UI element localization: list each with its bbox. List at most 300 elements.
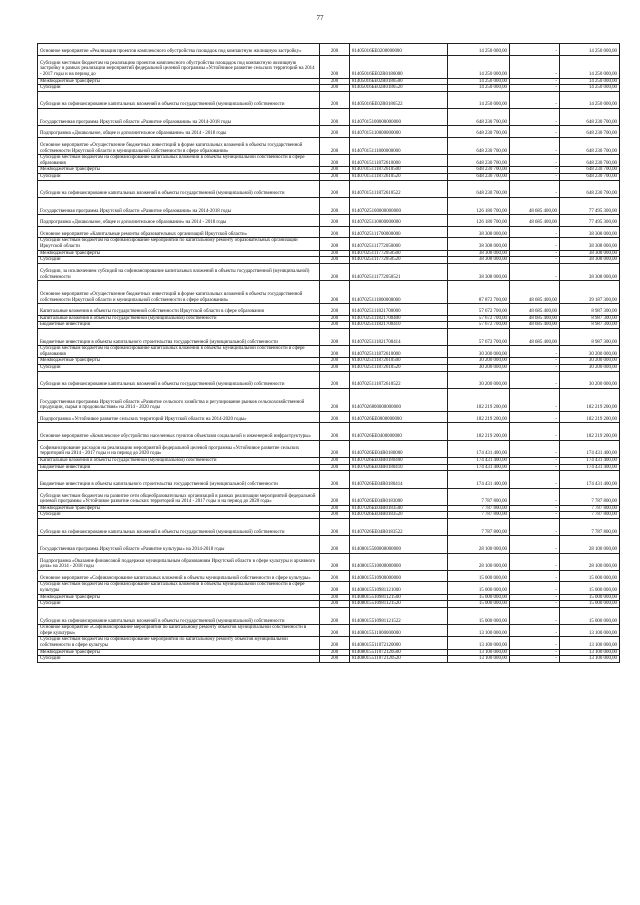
row-federal-cell: - xyxy=(510,637,560,649)
row-name-cell: Субсидии местным бюджетам на софинансирование капитальных вложений в объекты муниципальной собственности в сфере образования xyxy=(38,346,320,358)
row-regional-cell: 182 219 200,00 xyxy=(560,423,620,440)
row-regional-cell: 182 219 200,00 xyxy=(560,411,620,423)
row-name-cell: Бюджетные инвестиции xyxy=(38,322,320,329)
table-row xyxy=(38,601,620,608)
row-regional-cell: 38 308 000,00 xyxy=(560,238,620,250)
row-kbk-cell: 81407025111872610522 xyxy=(350,371,448,388)
row-code-cell: 200 xyxy=(320,85,350,92)
table-row xyxy=(38,607,620,624)
row-kbk-cell: 81407026БЕ04R0180000 xyxy=(350,440,448,457)
row-federal-cell: - xyxy=(510,55,560,78)
table-row xyxy=(38,263,620,280)
row-total-cell: 126 180 700,00 xyxy=(448,197,510,214)
row-name-cell: Капитальные вложения в объекты государственной собственности Иркутской области в сфере образования xyxy=(38,304,320,316)
row-kbk-cell: 81407025111800000000 xyxy=(350,281,448,304)
row-kbk-cell: 81405016БЕ02R0186520 xyxy=(350,85,448,92)
row-code-cell: 200 xyxy=(320,594,350,601)
row-name-cell: Основное мероприятие «Реализация проектов комплексного обустройства площадок под компактную жилищную застройку» xyxy=(38,44,320,56)
row-name-cell: Межбюджетные трансферты xyxy=(38,358,320,365)
row-total-cell: 648 230 700,00 xyxy=(448,155,510,167)
row-total-cell: 7 787 800,00 xyxy=(448,512,510,519)
row-federal-cell: - xyxy=(510,519,560,536)
row-federal-cell: - xyxy=(510,488,560,505)
row-federal-cell: 48 685 400,00 xyxy=(510,328,560,345)
table-row xyxy=(38,488,620,505)
table-row xyxy=(38,328,620,345)
row-kbk-cell: 81408015510900000000 xyxy=(350,570,448,582)
row-total-cell: 182 219 200,00 xyxy=(448,423,510,440)
row-kbk-cell: 81407025111772050520 xyxy=(350,257,448,264)
row-regional-cell: 174 431 400,00 xyxy=(560,458,620,465)
row-total-cell: 7 787 800,00 xyxy=(448,505,510,512)
row-total-cell: 57 672 700,00 xyxy=(448,322,510,329)
row-kbk-cell: 81408015510981121522 xyxy=(350,607,448,624)
row-federal-cell: - xyxy=(510,594,560,601)
row-code-cell: 200 xyxy=(320,174,350,181)
row-total-cell: 38 308 000,00 xyxy=(448,238,510,250)
row-federal-cell: - xyxy=(510,411,560,423)
table-row xyxy=(38,371,620,388)
row-regional-cell: 30 200 000,00 xyxy=(560,358,620,365)
row-code-cell: 200 xyxy=(320,505,350,512)
row-regional-cell: 648 230 700,00 xyxy=(560,137,620,154)
row-federal-cell: - xyxy=(510,388,560,411)
budget-table xyxy=(37,43,620,663)
row-total-cell: 13 100 000,00 xyxy=(448,649,510,656)
row-name-cell: Субсидии местным бюджетам на софинансирование мероприятий по капитальному ремонту объектов муниципальной собственности в сфере культуры xyxy=(38,637,320,649)
row-total-cell: 648 230 700,00 xyxy=(448,126,510,138)
row-federal-cell: - xyxy=(510,607,560,624)
row-code-cell: 200 xyxy=(320,471,350,488)
row-federal-cell: - xyxy=(510,505,560,512)
row-kbk-cell: 81407026800000000000 xyxy=(350,388,448,411)
table-row xyxy=(38,656,620,663)
row-total-cell: 15 000 000,00 xyxy=(448,601,510,608)
row-regional-cell: 8 987 300,00 xyxy=(560,328,620,345)
table-row xyxy=(38,346,620,358)
row-regional-cell: 7 787 800,00 xyxy=(560,512,620,519)
row-total-cell: 182 219 200,00 xyxy=(448,411,510,423)
row-federal-cell: - xyxy=(510,364,560,371)
row-name-cell: Субсидии на софинансирование капитальных вложений в объекты государственной (муниципальной) собственности xyxy=(38,371,320,388)
row-kbk-cell: 81407025111772050000 xyxy=(350,238,448,250)
row-kbk-cell: 81405016БЕ02R0186500 xyxy=(350,78,448,85)
row-federal-cell: - xyxy=(510,371,560,388)
row-name-cell: Государственная программа Иркутской области «Развитие культуры» на 2014-2018 годы xyxy=(38,536,320,553)
table-row xyxy=(38,226,620,238)
row-kbk-cell: 81407026БЕ04R0180400 xyxy=(350,458,448,465)
table-row xyxy=(38,78,620,85)
row-regional-cell: 28 100 000,00 xyxy=(560,536,620,553)
row-total-cell: 174 431 400,00 xyxy=(448,464,510,471)
row-name-cell: Субсидии xyxy=(38,257,320,264)
table-row xyxy=(38,197,620,214)
row-total-cell: 38 308 000,00 xyxy=(448,263,510,280)
row-name-cell: Софинансирование расходов на реализацию мероприятий федеральной целевой программы «Устойчивое развитие сельских территорий на 2014 - 2017 годы и на период до 2020 года» xyxy=(38,440,320,457)
table-row xyxy=(38,155,620,167)
row-name-cell: Субсидии на софинансирование капитальных вложений в объекты государственной (муниципальной) собственности xyxy=(38,91,320,108)
row-code-cell: 200 xyxy=(320,464,350,471)
table-row xyxy=(38,625,620,637)
table-row xyxy=(38,512,620,519)
row-regional-cell: 648 230 700,00 xyxy=(560,155,620,167)
table-row xyxy=(38,91,620,108)
row-federal-cell: - xyxy=(510,238,560,250)
row-name-cell: Межбюджетные трансферты xyxy=(38,78,320,85)
row-total-cell: 14 250 000,00 xyxy=(448,44,510,56)
row-total-cell: 13 100 000,00 xyxy=(448,656,510,663)
row-code-cell: 200 xyxy=(320,257,350,264)
row-regional-cell: 7 787 800,00 xyxy=(560,488,620,505)
row-kbk-cell: 81407025100000000000 xyxy=(350,197,448,214)
row-code-cell: 200 xyxy=(320,625,350,637)
table-row xyxy=(38,358,620,365)
table-row xyxy=(38,109,620,126)
row-kbk-cell: 81407015111872610522 xyxy=(350,180,448,197)
row-total-cell: 14 250 000,00 xyxy=(448,78,510,85)
row-total-cell: 38 308 000,00 xyxy=(448,257,510,264)
row-name-cell: Государственная программа Иркутской области «Развитие образования» на 2014-2018 годы xyxy=(38,109,320,126)
row-name-cell: Основное мероприятие «Софинансирование капитальных вложений в объекты муниципальной собственности в сфере культуры» xyxy=(38,570,320,582)
row-regional-cell: 77 495 300,00 xyxy=(560,197,620,214)
table-row xyxy=(38,180,620,197)
row-total-cell: 14 250 000,00 xyxy=(448,55,510,78)
table-row xyxy=(38,215,620,227)
row-regional-cell: 648 230 700,00 xyxy=(560,126,620,138)
row-federal-cell: - xyxy=(510,155,560,167)
table-row xyxy=(38,126,620,138)
row-kbk-cell: 81408015510981121500 xyxy=(350,594,448,601)
table-row xyxy=(38,167,620,174)
row-regional-cell: 174 431 400,00 xyxy=(560,464,620,471)
row-regional-cell: 30 200 000,00 xyxy=(560,346,620,358)
row-regional-cell: 174 431 400,00 xyxy=(560,471,620,488)
row-name-cell: Капитальные вложения в объекты государственной (муниципальной) собственности xyxy=(38,458,320,465)
row-code-cell: 200 xyxy=(320,458,350,465)
row-kbk-cell: 81407026БЕ04R0180410 xyxy=(350,464,448,471)
row-name-cell: Субсидии, за исключением субсидий на софинансирование капитальных вложений в объекты государственной (муниципальной) собственности xyxy=(38,263,320,280)
row-code-cell: 200 xyxy=(320,607,350,624)
row-total-cell: 15 000 000,00 xyxy=(448,582,510,594)
row-code-cell: 200 xyxy=(320,126,350,138)
row-name-cell: Межбюджетные трансферты xyxy=(38,649,320,656)
row-name-cell: Субсидии xyxy=(38,601,320,608)
row-federal-cell: - xyxy=(510,536,560,553)
row-kbk-cell: 81407025111772050521 xyxy=(350,263,448,280)
row-total-cell: 174 431 400,00 xyxy=(448,440,510,457)
row-kbk-cell: 81407025111872610500 xyxy=(350,358,448,365)
row-code-cell: 200 xyxy=(320,167,350,174)
row-federal-cell: - xyxy=(510,601,560,608)
row-total-cell: 648 230 700,00 xyxy=(448,174,510,181)
row-kbk-cell: 81405016БЕ02R0186000 xyxy=(350,55,448,78)
row-name-cell: Межбюджетные трансферты xyxy=(38,167,320,174)
row-federal-cell: - xyxy=(510,78,560,85)
row-code-cell: 200 xyxy=(320,263,350,280)
row-total-cell: 30 200 000,00 xyxy=(448,346,510,358)
row-federal-cell: 48 685 400,00 xyxy=(510,215,560,227)
row-code-cell: 200 xyxy=(320,371,350,388)
row-regional-cell: 13 100 000,00 xyxy=(560,649,620,656)
row-code-cell: 200 xyxy=(320,570,350,582)
table-row xyxy=(38,570,620,582)
row-kbk-cell: 81408015510000000000 xyxy=(350,553,448,570)
table-row xyxy=(38,322,620,329)
row-regional-cell: 30 200 000,00 xyxy=(560,364,620,371)
table-row xyxy=(38,137,620,154)
table-row xyxy=(38,649,620,656)
row-name-cell: Субсидии местным бюджетам на софинансирование капитальных вложений в объекты муниципальной собственности в сфере культуры xyxy=(38,582,320,594)
table-row xyxy=(38,174,620,181)
row-name-cell: Основное мероприятие «Комплексное обустройство населенных пунктов объектами социальной и инженерной инфраструктуры» xyxy=(38,423,320,440)
row-federal-cell: - xyxy=(510,464,560,471)
row-federal-cell: - xyxy=(510,649,560,656)
row-name-cell: Субсидии местным бюджетам на реализацию проектов комплексного обустройства площадок под компактную жилищную застройку в рамках реализации мероприятий федеральной целевой программы «Устойчивое развитие сельских территорий на 2014 - 2017 годы и на период до xyxy=(38,55,320,78)
row-kbk-cell: 81407025111872610000 xyxy=(350,346,448,358)
table-row xyxy=(38,250,620,257)
row-kbk-cell: 81407026БЕ04R0183500 xyxy=(350,505,448,512)
table-row xyxy=(38,440,620,457)
row-kbk-cell: 81405016БЕ0200000000 xyxy=(350,44,448,56)
row-name-cell: Субсидии xyxy=(38,85,320,92)
row-code-cell: 200 xyxy=(320,44,350,56)
row-kbk-cell: 81408015510981121000 xyxy=(350,582,448,594)
row-kbk-cell: 81407015111800000000 xyxy=(350,137,448,154)
row-total-cell: 15 000 000,00 xyxy=(448,570,510,582)
row-federal-cell: - xyxy=(510,582,560,594)
row-code-cell: 200 xyxy=(320,304,350,316)
row-total-cell: 57 672 700,00 xyxy=(448,328,510,345)
row-kbk-cell: 81407015110000000000 xyxy=(350,126,448,138)
table-row xyxy=(38,85,620,92)
table-row xyxy=(38,471,620,488)
row-kbk-cell: 81407015100000000000 xyxy=(350,109,448,126)
row-code-cell: 200 xyxy=(320,197,350,214)
row-code-cell: 200 xyxy=(320,328,350,345)
row-regional-cell: 8 987 300,00 xyxy=(560,322,620,329)
row-code-cell: 200 xyxy=(320,109,350,126)
row-kbk-cell: 81407015111872610000 xyxy=(350,155,448,167)
row-regional-cell: 15 000 000,00 xyxy=(560,594,620,601)
row-kbk-cell: 81408015511000000000 xyxy=(350,625,448,637)
row-regional-cell: 13 100 000,00 xyxy=(560,656,620,663)
row-kbk-cell: 81407025111821700414 xyxy=(350,328,448,345)
row-total-cell: 57 672 700,00 xyxy=(448,304,510,316)
row-code-cell: 200 xyxy=(320,656,350,663)
row-kbk-cell: 81407026БЕ0400000000 xyxy=(350,423,448,440)
table-row xyxy=(38,281,620,304)
row-regional-cell: 39 187 300,00 xyxy=(560,281,620,304)
row-regional-cell: 38 308 000,00 xyxy=(560,250,620,257)
row-federal-cell: - xyxy=(510,263,560,280)
row-name-cell: Основное мероприятие «Осуществление бюджетных инвестиций в форме капитальных вложений в объекты государственной собственности Иркутской области и муниципальной собственности в сфере образования» xyxy=(38,281,320,304)
row-code-cell: 200 xyxy=(320,512,350,519)
row-code-cell: 200 xyxy=(320,440,350,457)
table-row xyxy=(38,594,620,601)
row-code-cell: 200 xyxy=(320,281,350,304)
row-name-cell: Основное мероприятие «Осуществление бюджетных инвестиций в форме капитальных вложений в объекты государственной собственности Иркутской области и муниципальной собственности в сфере образования» xyxy=(38,137,320,154)
row-code-cell: 200 xyxy=(320,322,350,329)
row-federal-cell: - xyxy=(510,423,560,440)
row-kbk-cell: 81407025111700000000 xyxy=(350,226,448,238)
row-total-cell: 182 219 200,00 xyxy=(448,388,510,411)
table-row xyxy=(38,257,620,264)
row-total-cell: 174 431 400,00 xyxy=(448,458,510,465)
row-name-cell: Бюджетные инвестиции xyxy=(38,464,320,471)
row-regional-cell: 15 000 000,00 xyxy=(560,570,620,582)
row-federal-cell: 48 685 400,00 xyxy=(510,304,560,316)
row-regional-cell: 38 308 000,00 xyxy=(560,263,620,280)
row-name-cell: Государственная программа Иркутской области «Развитие образования» на 2014-2018 годы xyxy=(38,197,320,214)
row-name-cell: Подпрограмма «Дошкольное, общее и дополнительное образование» на 2014 - 2018 годы xyxy=(38,215,320,227)
row-regional-cell: 8 987 300,00 xyxy=(560,304,620,316)
row-federal-cell: - xyxy=(510,85,560,92)
row-regional-cell: 7 787 800,00 xyxy=(560,519,620,536)
table-row xyxy=(38,458,620,465)
row-federal-cell: - xyxy=(510,137,560,154)
row-federal-cell: 48 685 400,00 xyxy=(510,315,560,322)
row-kbk-cell: 81407026БЕ04R0183000 xyxy=(350,488,448,505)
row-total-cell: 38 308 000,00 xyxy=(448,250,510,257)
table-row xyxy=(38,637,620,649)
row-kbk-cell: 81407025111821700000 xyxy=(350,304,448,316)
row-total-cell: 126 180 700,00 xyxy=(448,215,510,227)
row-code-cell: 200 xyxy=(320,238,350,250)
row-code-cell: 200 xyxy=(320,582,350,594)
row-kbk-cell: 81408015511072120000 xyxy=(350,637,448,649)
row-federal-cell: - xyxy=(510,257,560,264)
table-row xyxy=(38,238,620,250)
row-name-cell: Межбюджетные трансферты xyxy=(38,594,320,601)
table-row xyxy=(38,44,620,56)
row-name-cell: Субсидии местным бюджетам на софинансирование капитальных вложений в объекты муниципальной собственности в сфере образования xyxy=(38,155,320,167)
row-kbk-cell: 81407025111772050500 xyxy=(350,250,448,257)
row-code-cell: 200 xyxy=(320,315,350,322)
row-total-cell: 15 000 000,00 xyxy=(448,594,510,601)
row-name-cell: Межбюджетные трансферты xyxy=(38,250,320,257)
row-name-cell: Субсидии на софинансирование капитальных вложений в объекты государственной (муниципальной) собственности xyxy=(38,519,320,536)
row-name-cell: Основное мероприятие «Софинансирование мероприятий по капитальному ремонту объектов муниципальной собственности в сфере культуры» xyxy=(38,625,320,637)
row-federal-cell: - xyxy=(510,174,560,181)
row-federal-cell: - xyxy=(510,126,560,138)
row-kbk-cell: 81407026БЕ04R0183522 xyxy=(350,519,448,536)
row-federal-cell: - xyxy=(510,44,560,56)
row-code-cell: 200 xyxy=(320,364,350,371)
row-kbk-cell: 81407026БЕ04R0183520 xyxy=(350,512,448,519)
row-name-cell: Основное мероприятие «Капитальные ремонты образовательных организаций Иркутской области» xyxy=(38,226,320,238)
row-total-cell: 648 230 700,00 xyxy=(448,137,510,154)
row-name-cell: Капитальные вложения в объекты государственной (муниципальной) собственности xyxy=(38,315,320,322)
table-row xyxy=(38,411,620,423)
row-regional-cell: 648 230 700,00 xyxy=(560,167,620,174)
table-row xyxy=(38,464,620,471)
row-name-cell: Субсидии на софинансирование капитальных вложений в объекты государственной (муниципальной) собственности xyxy=(38,607,320,624)
row-regional-cell: 14 250 000,00 xyxy=(560,85,620,92)
row-code-cell: 200 xyxy=(320,180,350,197)
row-code-cell: 200 xyxy=(320,411,350,423)
row-kbk-cell: 81407025110000000000 xyxy=(350,215,448,227)
row-total-cell: 28 100 000,00 xyxy=(448,553,510,570)
row-code-cell: 200 xyxy=(320,137,350,154)
row-code-cell: 200 xyxy=(320,155,350,167)
row-federal-cell: 48 685 400,00 xyxy=(510,322,560,329)
table-row xyxy=(38,536,620,553)
row-name-cell: Субсидии xyxy=(38,656,320,663)
row-kbk-cell: 81408015511072120500 xyxy=(350,649,448,656)
row-kbk-cell: 81407025111872610520 xyxy=(350,364,448,371)
row-regional-cell: 77 495 300,00 xyxy=(560,215,620,227)
row-total-cell: 648 230 700,00 xyxy=(448,180,510,197)
row-total-cell: 15 000 000,00 xyxy=(448,607,510,624)
row-code-cell: 200 xyxy=(320,637,350,649)
row-name-cell: Субсидии местным бюджетам на софинансирование мероприятий по капитальному ремонту образовательных организаций Иркутской области xyxy=(38,238,320,250)
table-row xyxy=(38,582,620,594)
row-code-cell: 200 xyxy=(320,423,350,440)
row-regional-cell: 28 100 000,00 xyxy=(560,553,620,570)
row-total-cell: 13 100 000,00 xyxy=(448,625,510,637)
row-kbk-cell: 81408015511072120520 xyxy=(350,656,448,663)
budget-table-body xyxy=(38,44,620,663)
row-code-cell: 200 xyxy=(320,601,350,608)
table-row xyxy=(38,423,620,440)
row-total-cell: 7 787 800,00 xyxy=(448,519,510,536)
row-code-cell: 200 xyxy=(320,215,350,227)
row-total-cell: 7 787 800,00 xyxy=(448,488,510,505)
row-kbk-cell: 81407026БЕ0000000000 xyxy=(350,411,448,423)
row-total-cell: 57 672 700,00 xyxy=(448,315,510,322)
row-total-cell: 14 250 000,00 xyxy=(448,85,510,92)
row-federal-cell: - xyxy=(510,180,560,197)
table-row xyxy=(38,364,620,371)
row-regional-cell: 30 200 000,00 xyxy=(560,371,620,388)
row-code-cell: 200 xyxy=(320,226,350,238)
row-regional-cell: 648 230 700,00 xyxy=(560,180,620,197)
row-total-cell: 174 431 400,00 xyxy=(448,471,510,488)
row-name-cell: Субсидии xyxy=(38,512,320,519)
row-code-cell: 200 xyxy=(320,250,350,257)
row-name-cell: Межбюджетные трансферты xyxy=(38,505,320,512)
row-regional-cell: 14 250 000,00 xyxy=(560,78,620,85)
row-regional-cell: 38 308 000,00 xyxy=(560,226,620,238)
row-name-cell: Подпрограмма «Устойчивое развитие сельских территорий Иркутской области на 2014-2020 годы» xyxy=(38,411,320,423)
row-regional-cell: 14 250 000,00 xyxy=(560,55,620,78)
row-federal-cell: - xyxy=(510,440,560,457)
row-regional-cell: 648 230 700,00 xyxy=(560,109,620,126)
row-federal-cell: - xyxy=(510,226,560,238)
row-regional-cell: 182 219 200,00 xyxy=(560,388,620,411)
table-row xyxy=(38,315,620,322)
row-regional-cell: 15 000 000,00 xyxy=(560,601,620,608)
row-federal-cell: - xyxy=(510,553,560,570)
row-regional-cell: 14 250 000,00 xyxy=(560,91,620,108)
row-kbk-cell: 81405016БЕ02R0186522 xyxy=(350,91,448,108)
table-row xyxy=(38,505,620,512)
row-kbk-cell: 81407025111821700410 xyxy=(350,322,448,329)
row-name-cell: Государственная программа Иркутской области «Развитие сельского хозяйства и регулирование рынков сельскохозяйственной продукции, сырья и продовольствия» на 2014 - 2020 годы xyxy=(38,388,320,411)
row-name-cell: Бюджетные инвестиции в объекты капитального строительства государственной (муниципальной) собственности xyxy=(38,328,320,345)
row-name-cell: Субсидии на софинансирование капитальных вложений в объекты государственной (муниципальной) собственности xyxy=(38,180,320,197)
row-regional-cell: 14 250 000,00 xyxy=(560,44,620,56)
row-code-cell: 200 xyxy=(320,536,350,553)
row-federal-cell: - xyxy=(510,250,560,257)
row-federal-cell: - xyxy=(510,625,560,637)
row-kbk-cell: 81407015111872610520 xyxy=(350,174,448,181)
row-total-cell: 30 200 000,00 xyxy=(448,358,510,365)
row-name-cell: Бюджетные инвестиции в объекты капитального строительства государственной (муниципальной) собственности xyxy=(38,471,320,488)
row-name-cell: Субсидии местным бюджетам на развитие сети общеобразовательных организаций в рамках реализации мероприятий федеральной целевой программы «Устойчивое развитие сельских территорий на 2014 - 2017 годы и на период до 2020 года» xyxy=(38,488,320,505)
row-federal-cell: 48 685 400,00 xyxy=(510,281,560,304)
row-total-cell: 87 872 700,00 xyxy=(448,281,510,304)
